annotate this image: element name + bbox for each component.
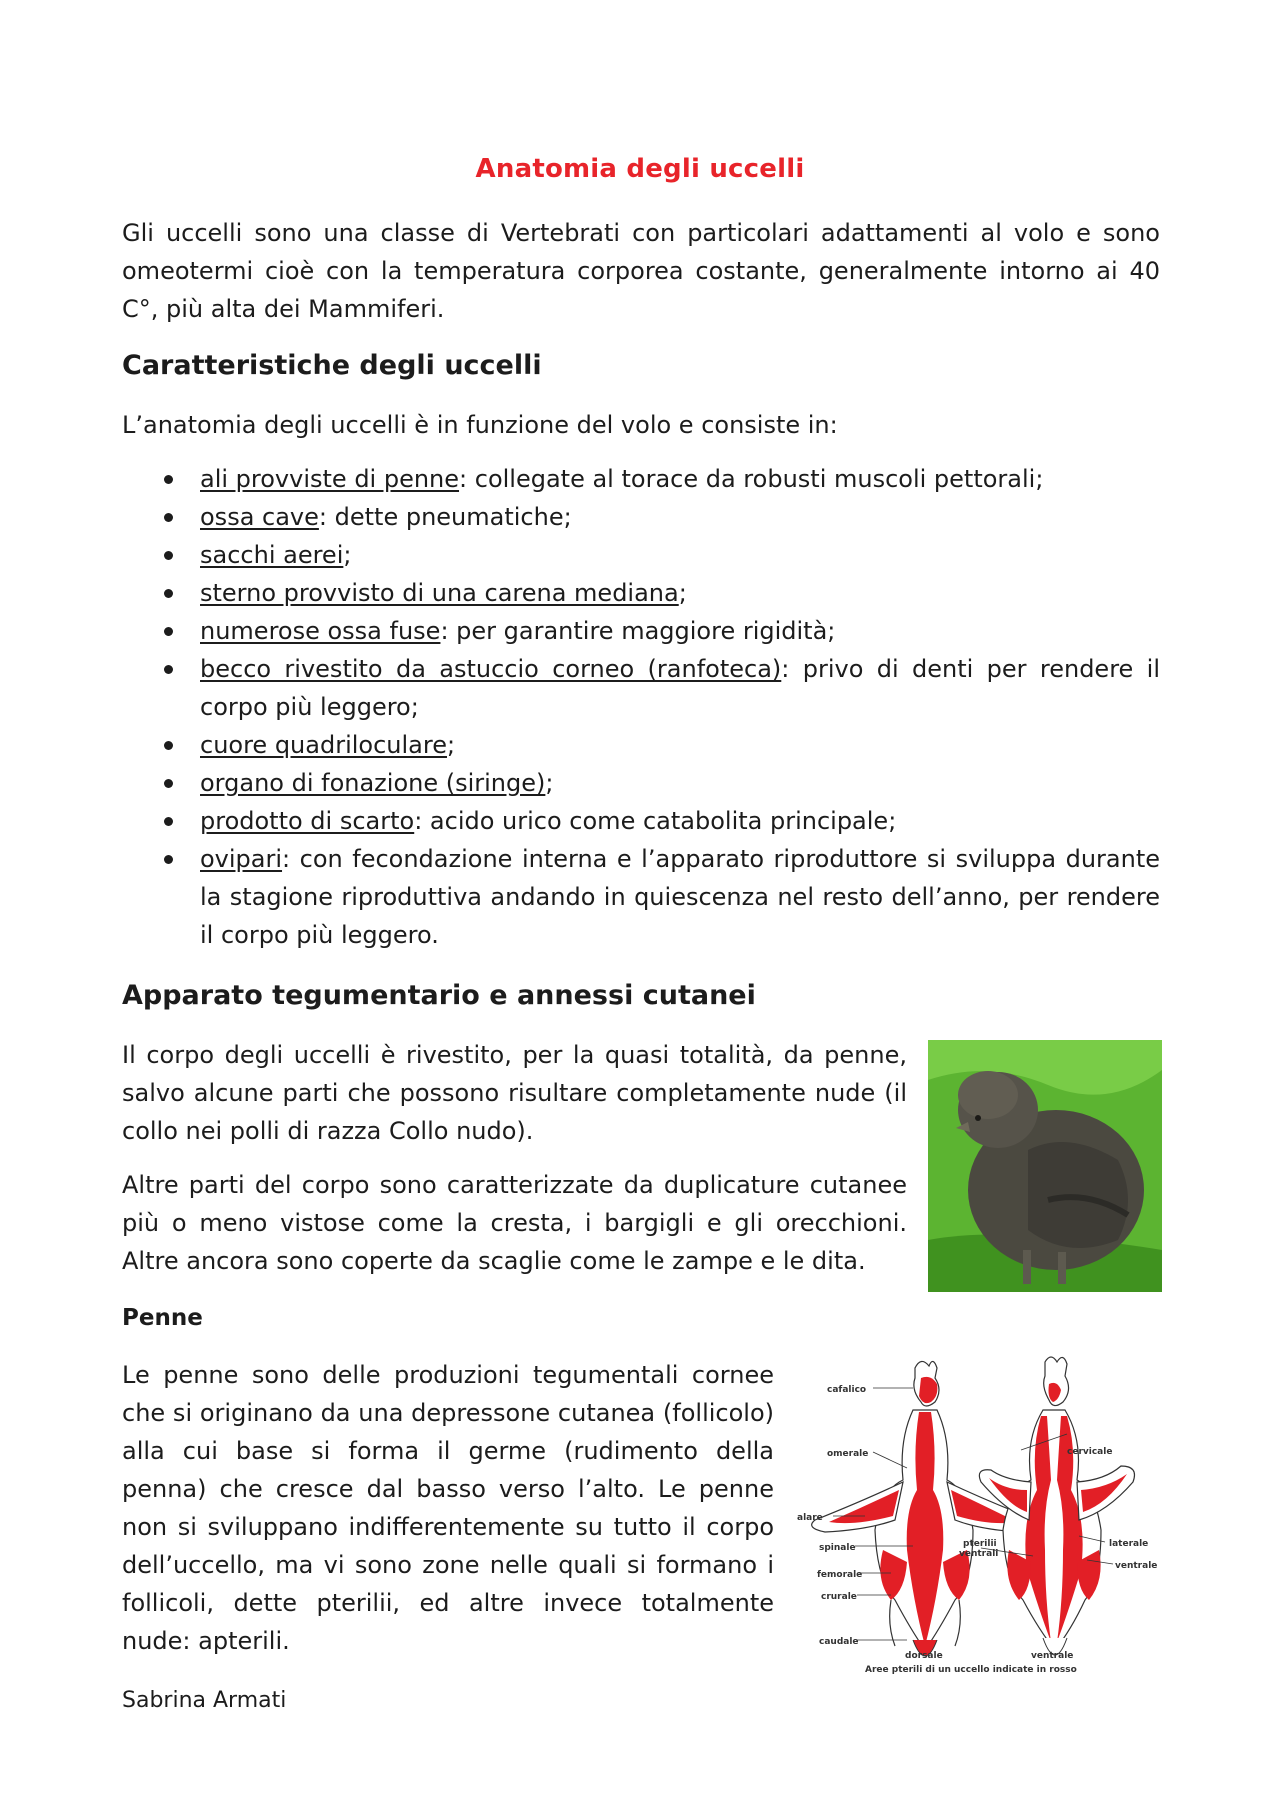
intro-paragraph: Gli uccelli sono una classe di Vertebrati con particolari adattamenti al volo e sono omeotermi cioè con la temperatura corporea costante, generalmente intorno ai 40 C°, più alta dei Mammiferi.	[122, 219, 1160, 323]
label-ventrale-bottom: ventrale	[1031, 1651, 1074, 1661]
list-item-term: ali provviste di penne	[200, 465, 460, 493]
pterylae-diagram	[795, 1350, 1165, 1686]
label-alare: alare	[797, 1513, 823, 1523]
list-item	[122, 840, 1160, 954]
section-heading-caratteristiche: Caratteristiche degli uccelli	[122, 350, 542, 381]
label-cafalico: cafalico	[827, 1385, 867, 1395]
bullet-icon	[164, 551, 173, 560]
label-cervicale: cervicale	[1067, 1447, 1113, 1457]
tegument-paragraph-1: Il corpo degli uccelli è rivestito, per la quasi totalità, da penne, salvo alcune parti che possono risultare completamente nude (il collo nei polli di razza Collo nudo).	[122, 1041, 907, 1145]
label-laterale: laterale	[1109, 1539, 1149, 1549]
list-item	[122, 536, 1160, 574]
list-item-text: : dette pneumatiche;	[318, 503, 572, 531]
list-item	[122, 764, 1160, 802]
page-title: Anatomia degli uccelli	[475, 154, 805, 184]
list-item-term: prodotto di scarto	[200, 807, 415, 835]
list-item-text: : con fecondazione interna e l’apparato riproduttore si sviluppa durante la stagione riproduttiva andando in quiescenza nel resto dell’anno, per rendere il corpo più leggero.	[200, 845, 1160, 949]
list-item	[122, 574, 1160, 612]
list-item-text: ;	[446, 731, 456, 759]
list-item-text: : per garantire maggiore rigidità;	[440, 617, 836, 645]
list-item-term: numerose ossa fuse	[200, 617, 441, 645]
list-item-term: ossa cave	[200, 503, 319, 531]
label-omerale: omerale	[827, 1449, 869, 1459]
bullet-icon	[164, 513, 173, 522]
list-item	[122, 650, 1160, 726]
bullet-icon	[164, 665, 173, 674]
list-item	[122, 612, 1160, 650]
list-item	[122, 802, 1160, 840]
section-heading-apparato: Apparato tegumentario e annessi cutanei	[122, 980, 756, 1011]
diagram-caption: Aree pterili di un uccello indicate in rosso	[865, 1665, 1077, 1675]
list-item-term: cuore quadriloculare	[200, 731, 447, 759]
label-ventrale: ventrale	[1115, 1561, 1158, 1571]
bullet-icon	[164, 475, 173, 484]
label-pterilii: pterilii	[963, 1539, 997, 1549]
label-caudale: caudale	[819, 1637, 859, 1647]
list-item-term: organo di fonazione (siringe)	[200, 769, 546, 797]
list-item	[122, 460, 1160, 498]
list-item-text: ;	[545, 769, 554, 797]
list-item-term: becco rivestito da astuccio corneo (ranfoteca)	[200, 655, 782, 683]
label-dorsale: dorsale	[905, 1651, 943, 1661]
feathers-paragraph: Le penne sono delle produzioni tegumentali cornee che si originano da una depressone cutanea (follicolo) alla cui base si forma il germe (rudimento della penna) che cresce dal basso verso l’alto. Le penne non si sviluppano indifferentemente su tutto il corpo dell’uccello, ma vi sono zone nelle quali si formano i follicoli, dette pterilii, ed altre invece totalmente nude: apterili.	[122, 1361, 774, 1655]
tegument-paragraph-2: Altre parti del corpo sono caratterizzate da duplicature cutanee più o meno vistose come la cresta, i bargigli e gli orecchioni. Altre ancora sono coperte da scaglie come le zampe e le dita.	[122, 1171, 907, 1275]
list-item-text: ;	[343, 541, 352, 569]
bullet-icon	[164, 741, 173, 750]
dorsal-bird-figure	[812, 1361, 1034, 1656]
list-item-term: sacchi aerei	[200, 541, 344, 569]
list-item-text: : privo di denti per rendere il corpo più leggero;	[200, 655, 1160, 721]
footer-author: Sabrina Armati	[122, 1688, 287, 1713]
list-item-term: sterno provvisto di una carena mediana	[200, 579, 679, 607]
list-item-text: : acido urico come catabolita principale;	[414, 807, 897, 835]
characteristics-list	[122, 460, 1160, 954]
label-crurale: crurale	[821, 1592, 857, 1602]
label-femorale: femorale	[817, 1570, 863, 1580]
list-item-text: ;	[678, 579, 687, 607]
bullet-icon	[164, 589, 173, 598]
bullet-icon	[164, 855, 173, 864]
section-lead: L’anatomia degli uccelli è in funzione del volo e consiste in:	[122, 411, 838, 439]
chicken-photo	[928, 1040, 1162, 1292]
list-item	[122, 726, 1160, 764]
subheading-penne: Penne	[122, 1305, 203, 1331]
label-spinale: spinale	[819, 1543, 856, 1553]
bullet-icon	[164, 779, 173, 788]
list-item-term: ovipari	[200, 845, 283, 873]
list-item	[122, 498, 1160, 536]
bullet-icon	[164, 627, 173, 636]
bullet-icon	[164, 817, 173, 826]
label-ventrali: ventrali	[959, 1549, 999, 1559]
list-item-text: : collegate al torace da robusti muscoli pettorali;	[459, 465, 1044, 493]
